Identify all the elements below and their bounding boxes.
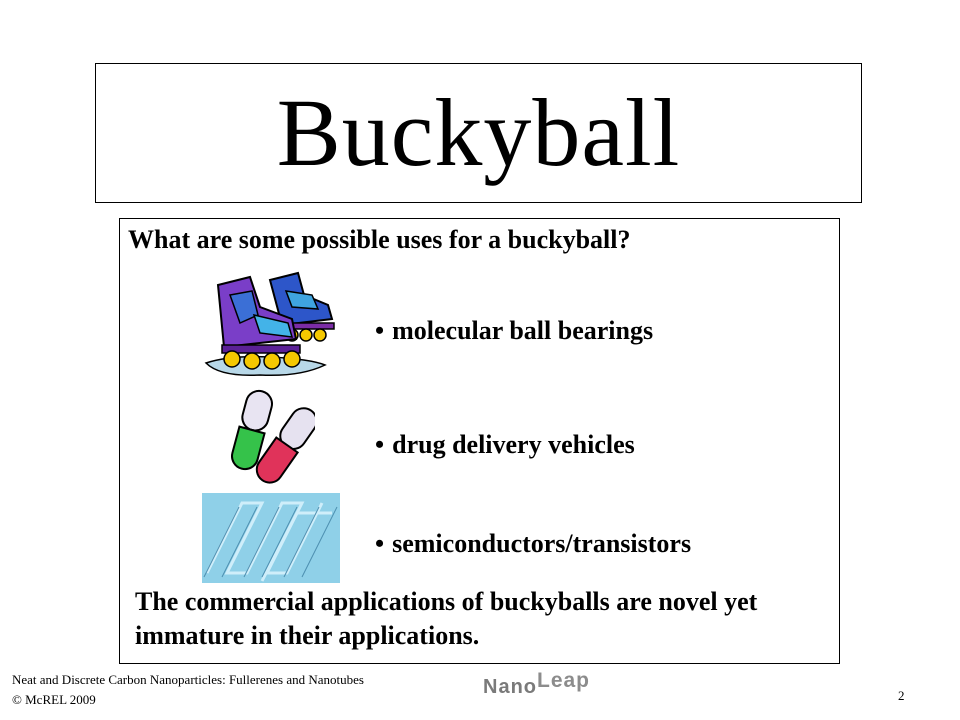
question-text: What are some possible uses for a buckyball?: [128, 225, 631, 254]
bullet-drug-delivery: • drug delivery vehicles: [375, 430, 635, 459]
page-number: 2: [898, 688, 905, 703]
footer-copyright: © McREL 2009: [12, 692, 96, 707]
title-box: [95, 63, 862, 203]
nanoleap-logo: NanoLeap: [483, 669, 591, 698]
content-box: [119, 218, 840, 664]
semiconductor-image: [202, 493, 340, 583]
conclusion-text: The commercial applications of buckyballs are novel yet immature in their applications.: [135, 587, 758, 650]
bullet-ball-bearings: • molecular ball bearings: [375, 316, 654, 345]
slide-title: Buckyball: [276, 79, 681, 186]
capsule-pills-image: [227, 385, 315, 493]
inline-skates-image: [200, 265, 350, 390]
footer-credits: [12, 670, 364, 710]
footer-course-title: Neat and Discrete Carbon Nanoparticles: Fullerenes and Nanotubes: [12, 672, 364, 687]
bullet-semiconductors: • semiconductors/transistors: [375, 529, 692, 558]
